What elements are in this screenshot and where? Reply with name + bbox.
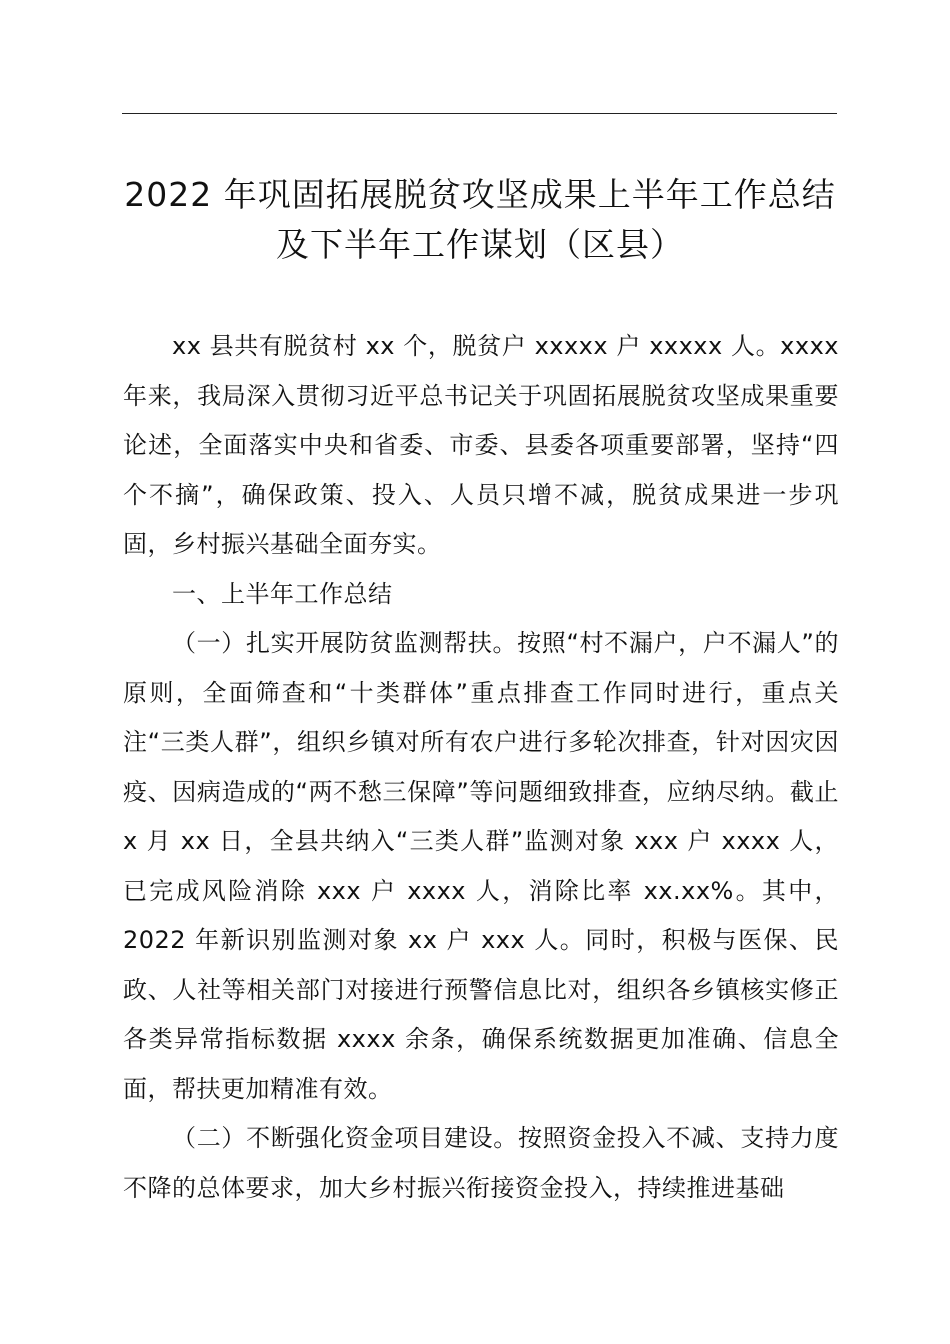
subsection-paragraph-1: （一）扎实开展防贫监测帮扶。按照“村不漏户，户不漏人”的原则，全面筛查和“十类群体”重点排查工作同时进行，重点关注“三类人群”，组织乡镇对所有农户进行多轮次排查，针对因灾因疫、因病造成的“两不愁三保障”等问题细致排查，应纳尽纳。截止 x 月 xx 日，全县共纳入“三类人群”监测对象 xxx 户 xxxx 人，已完成风险消除 xxx 户 xxxx 人，消除比率 xx.xx%。其中，2022 年新识别监测对象 xx 户 xxx 人。同时，积极与医保、民政、人社等相关部门对接进行预警信息比对，组织各乡镇核实修正各类异常指标数据 xxxx 余条，确保系统数据更加准确、信息全面，帮扶更加精准有效。 [123,629,839,1103]
document-title [100,170,860,270]
title-line-2: 及下半年工作谋划（区县） [276,225,684,264]
subsection-paragraph-2: （二）不断强化资金项目建设。按照资金投入不减、支持力度不降的总体要求，加大乡村振兴衔接资金投入，持续推进基础 [123,1124,839,1202]
document-body [123,322,839,1213]
intro-paragraph: xx 县共有脱贫村 xx 个，脱贫户 xxxxx 户 xxxxx 人。xxxx 年来，我局深入贯彻习近平总书记关于巩固拓展脱贫攻坚成果重要论述，全面落实中央和省委、市委、县委各项重要部署，坚持“四个不摘”，确保政策、投入、人员只增不减，脱贫成果进一步巩固，乡村振兴基础全面夯实。 [123,332,839,558]
section-heading: 一、上半年工作总结 [172,579,393,608]
header-rule [122,113,837,114]
title-line-1: 2022 年巩固拓展脱贫攻坚成果上半年工作总结 [124,175,836,214]
